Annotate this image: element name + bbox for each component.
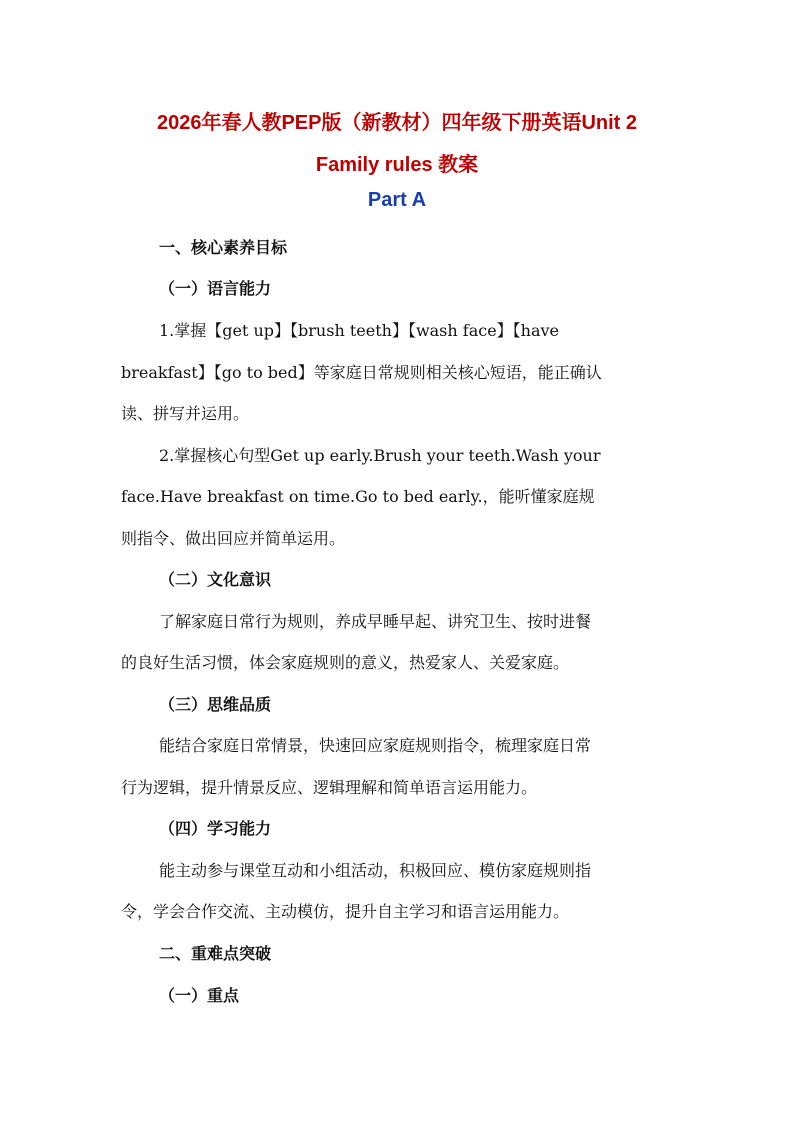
section-heading-key-points: 二、重难点突破 bbox=[159, 944, 272, 963]
subsection-heading-culture: （二）文化意识 bbox=[159, 570, 272, 589]
paragraph-line: 的良好生活习惯，体会家庭规则的意义，热爱家人、关爱家庭。 bbox=[121, 653, 570, 672]
paragraph-line: 读、拼写并运用。 bbox=[121, 404, 250, 423]
paragraph-line: 能主动参与课堂互动和小组活动，积极回应、模仿家庭规则指 bbox=[159, 861, 592, 880]
document-title-line1: 2026年春人教PEP版（新教材）四年级下册英语Unit 2 bbox=[156, 112, 638, 134]
paragraph-line: 1.掌握【get up】【brush teeth】【wash face】【have bbox=[159, 321, 560, 340]
paragraph-line: 则指令、做出回应并简单运用。 bbox=[121, 529, 346, 548]
paragraph-line: 2.掌握核心句型Get up early.Brush your teeth.Wash your bbox=[159, 446, 601, 465]
subsection-heading-focus: （一）重点 bbox=[159, 986, 240, 1005]
subsection-heading-thinking: （三）思维品质 bbox=[159, 695, 272, 714]
document-title-line2: Family rules 教案 bbox=[315, 154, 479, 176]
paragraph-line: face.Have breakfast on time.Go to bed early.，能听懂家庭规 bbox=[121, 487, 595, 506]
subsection-heading-learning: （四）学习能力 bbox=[159, 819, 272, 838]
paragraph-line: 了解家庭日常行为规则，养成早睡早起、讲究卫生、按时进餐 bbox=[159, 612, 592, 631]
part-heading: Part A bbox=[367, 189, 427, 211]
paragraph-line: 能结合家庭日常情景，快速回应家庭规则指令，梳理家庭日常 bbox=[159, 736, 592, 755]
subsection-heading-language: （一）语言能力 bbox=[159, 279, 272, 298]
paragraph-line: breakfast】【go to bed】等家庭日常规则相关核心短语，能正确认 bbox=[121, 363, 602, 382]
section-heading-core-goals: 一、核心素养目标 bbox=[159, 238, 288, 257]
paragraph-line: 行为逻辑，提升情景反应、逻辑理解和简单语言运用能力。 bbox=[121, 778, 538, 797]
paragraph-line: 令，学会合作交流、主动模仿，提升自主学习和语言运用能力。 bbox=[121, 902, 570, 921]
